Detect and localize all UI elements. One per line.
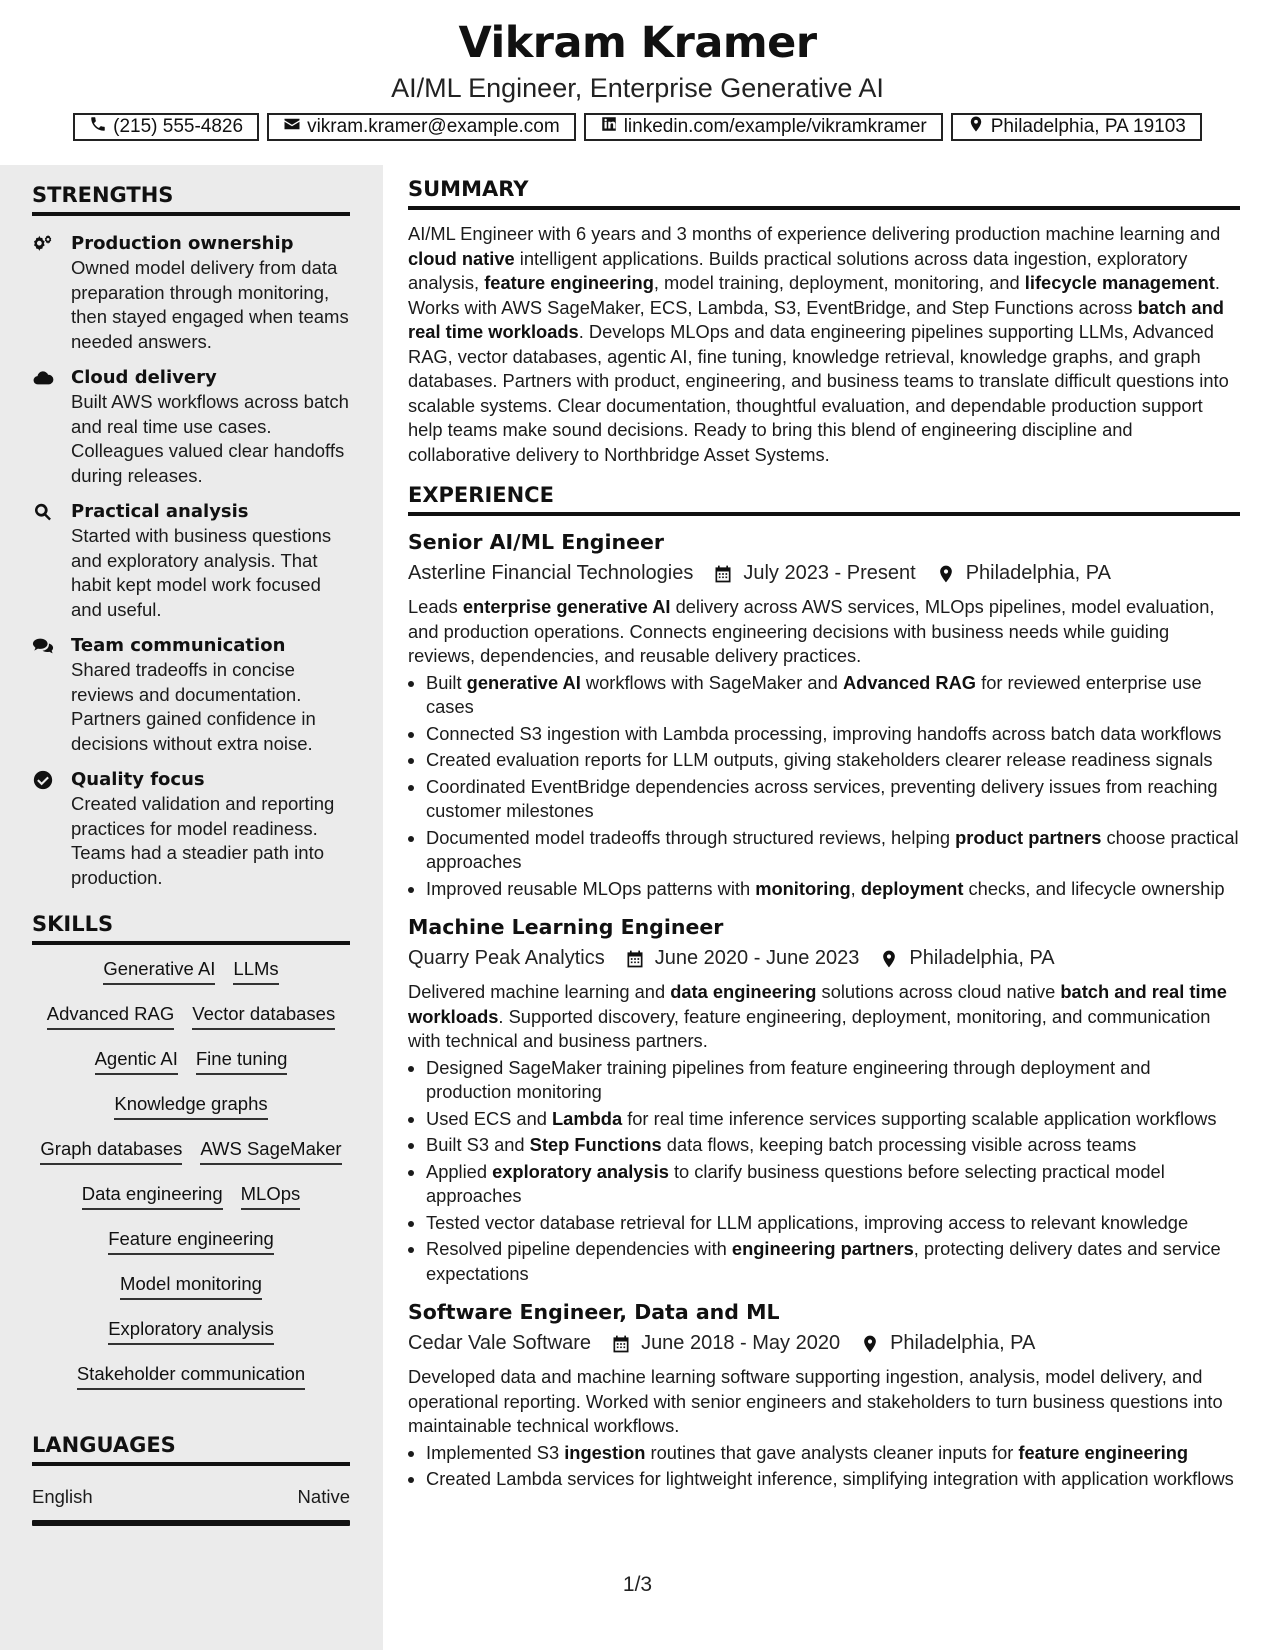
skill-row [32,949,350,994]
resume-header [0,0,1275,165]
skill-tag: Generative AI [103,958,215,985]
job-bullet: • Used ECS and Lambda for real time inference services supporting scalable application workflows [426,1107,1240,1132]
candidate-name: Vikram Kramer [458,18,817,68]
job-bullet: • Created evaluation reports for LLM outputs, giving stakeholders clearer release readiness signals [426,748,1240,773]
job-bullet: • Improved reusable MLOps patterns with monitoring, deployment checks, and lifecycle ownership [426,877,1240,902]
experience-list [408,530,1240,1492]
job-company: Cedar Vale Software [408,1332,592,1354]
skill-tag: MLOps [241,1183,301,1210]
map-pin-icon [879,949,899,969]
strength-title: Quality focus [71,769,205,790]
contact-location-text: Philadelphia, PA 19103 [990,116,1186,137]
envelope-icon [283,115,301,139]
experience-heading: EXPERIENCE [408,483,1240,516]
skill-tag: Exploratory analysis [108,1318,274,1345]
strength-item [32,634,350,756]
main-content [408,165,1240,1650]
strengths-heading: STRENGTHS [32,183,350,216]
job-meta [408,947,1240,970]
strength-text: Started with business questions and exploratory analysis. That habit kept model work focused and useful. [71,525,332,620]
skill-tag: Advanced RAG [47,1003,175,1030]
skill-row [32,1219,350,1264]
skills-list [32,949,350,1399]
contact-linkedin[interactable] [584,113,943,141]
page-number: 1/3 [622,1573,653,1596]
job-meta [408,562,1240,585]
job-entry [408,530,1240,901]
job-company: Asterline Financial Technologies [408,562,694,584]
job-bullet: • Connected S3 ingestion with Lambda processing, improving handoffs across batch data workflows [426,722,1240,747]
skill-tag: LLMs [233,958,278,985]
skill-tag: AWS SageMaker [200,1138,341,1165]
calendar-icon [625,949,645,969]
job-bullet: • Designed SageMaker training pipelines from feature engineering through deployment and production monitoring [426,1056,1240,1105]
languages-heading: LANGUAGES [32,1433,350,1466]
sidebar [0,165,383,1650]
language-level: Native [297,1486,350,1507]
skill-tag: Data engineering [82,1183,223,1210]
map-pin-icon [967,115,985,139]
map-pin-icon [860,1334,880,1354]
map-pin-icon [936,564,956,584]
skill-row [32,1309,350,1354]
job-title: Senior AI/ML Engineer [408,530,665,554]
skill-row [32,994,350,1039]
skills-heading: SKILLS [32,912,350,945]
comments-icon [32,635,54,657]
job-dates: June 2020 - June 2023 [654,947,860,969]
strength-item [32,232,350,354]
skill-tag: Fine tuning [196,1048,288,1075]
check-circle-icon [32,769,54,791]
job-description: Leads enterprise generative AI delivery across AWS services, MLOps pipelines, model evaluation, and production operations. Connects engineering decisions with business needs while guiding reviews, dependencies, and reusable delivery practices. [408,596,1215,666]
strength-text: Built AWS workflows across batch and real time use cases. Colleagues valued clear handoffs during releases. [71,391,349,486]
strength-text: Owned model delivery from data preparation through monitoring, then stayed engaged when teams needed answers. [71,257,349,352]
skill-row [32,1084,350,1129]
contact-email[interactable] [267,113,576,141]
contact-phone-text: (215) 555-4826 [113,116,244,137]
gears-icon [32,233,54,255]
cloud-icon [32,367,54,389]
job-entry [408,915,1240,1286]
job-dates: July 2023 - Present [743,562,916,584]
language-item [32,1486,350,1508]
job-title: Software Engineer, Data and ML [408,1300,780,1324]
skill-tag: Feature engineering [108,1228,274,1255]
linkedin-icon [600,115,618,139]
skill-tag: Knowledge graphs [114,1093,267,1120]
job-bullet: • Tested vector database retrieval for LLM applications, improving access to relevant knowledge [426,1211,1240,1236]
job-bullet: • Applied exploratory analysis to clarify business questions before selecting practical model approaches [426,1160,1240,1209]
skill-row [32,1264,350,1309]
job-company: Quarry Peak Analytics [408,947,605,969]
strength-item [32,500,350,622]
skill-row [32,1354,350,1399]
language-name: English [32,1486,93,1507]
job-description: Delivered machine learning and data engineering solutions across cloud native batch and real time workloads. Supported discovery, feature engineering, deployment, monitoring, and communication with technical and business partners. [408,981,1227,1051]
strength-title: Practical analysis [71,501,249,522]
job-meta [408,1332,1240,1355]
contact-location[interactable] [951,113,1202,141]
skill-row [32,1174,350,1219]
phone-icon [89,115,107,139]
job-bullet: • Created Lambda services for lightweight inference, simplifying integration with application workflows [426,1467,1240,1492]
skill-tag: Agentic AI [95,1048,178,1075]
job-location: Philadelphia, PA [909,947,1055,969]
job-title: Machine Learning Engineer [408,915,724,939]
skill-row [32,1129,350,1174]
strength-text: Shared tradeoffs in concise reviews and documentation. Partners gained confidence in decisions without extra noise. [71,659,316,754]
job-location: Philadelphia, PA [890,1332,1036,1354]
contact-bar [0,113,1275,141]
calendar-icon [611,1334,631,1354]
summary-text: AI/ML Engineer with 6 years and 3 months of experience delivering production machine learning and cloud native intelligent applications. Builds practical solutions across data ingestion, exploratory analysis, feature engineering, model training, deployment, monitoring, and lifecycle management. Works with AWS SageMaker, ECS, Lambda, S3, EventBridge, and Step Functions across batch and real time workloads. Develops MLOps and data engineering pipelines supporting LLMs, Advanced RAG, vector databases, agentic AI, fine tuning, knowledge retrieval, knowledge graphs, and graph databases. Partners with product, engineering, and business teams to translate difficult questions into scalable systems. Clear documentation, thoughtful evaluation, and dependable production support help teams make sound decisions. Ready to bring this blend of engineering discipline and collaborative delivery to Northbridge Asset Systems. [408,223,1229,465]
skill-tag: Graph databases [40,1138,182,1165]
strength-item [32,366,350,488]
calendar-icon [713,564,733,584]
job-bullets [408,671,1240,902]
job-bullet: • Resolved pipeline dependencies with engineering partners, protecting delivery dates and service expectations [426,1237,1240,1286]
job-bullets [408,1441,1240,1492]
search-icon [32,501,54,523]
summary-heading: SUMMARY [408,177,1240,210]
job-bullet: • Built generative AI workflows with SageMaker and Advanced RAG for reviewed enterprise use cases [426,671,1240,720]
job-description: Developed data and machine learning software supporting ingestion, analysis, model delivery, and operational reporting. Worked with senior engineers and stakeholders to turn business questions into maintainable technical workflows. [408,1366,1223,1436]
job-entry [408,1300,1240,1492]
skill-tag: Vector databases [192,1003,335,1030]
job-bullets [408,1056,1240,1287]
contact-linkedin-text: linkedin.com/example/vikramkramer [623,116,927,137]
contact-email-text: vikram.kramer@example.com [307,116,560,137]
strength-text: Created validation and reporting practices for model readiness. Teams had a steadier path into production. [71,793,335,888]
job-bullet: • Implemented S3 ingestion routines that gave analysts cleaner inputs for feature engineering [426,1441,1240,1466]
skill-tag: Stakeholder communication [77,1363,305,1390]
strength-title: Team communication [71,635,286,656]
strength-title: Production ownership [71,233,294,254]
skill-row [32,1039,350,1084]
job-location: Philadelphia, PA [965,562,1111,584]
strength-title: Cloud delivery [71,367,217,388]
job-bullet: • Built S3 and Step Functions data flows, keeping batch processing visible across teams [426,1133,1240,1158]
job-bullet: • Documented model tradeoffs through structured reviews, helping product partners choose practical approaches [426,826,1240,875]
contact-phone[interactable] [73,113,259,141]
skill-tag: Model monitoring [120,1273,262,1300]
candidate-title: AI/ML Engineer, Enterprise Generative AI [391,73,884,103]
strength-item [32,768,350,890]
job-bullet: • Coordinated EventBridge dependencies across services, preventing delivery issues from reaching customer milestones [426,775,1240,824]
language-proficiency-bar [32,1520,350,1526]
job-dates: June 2018 - May 2020 [641,1332,841,1354]
